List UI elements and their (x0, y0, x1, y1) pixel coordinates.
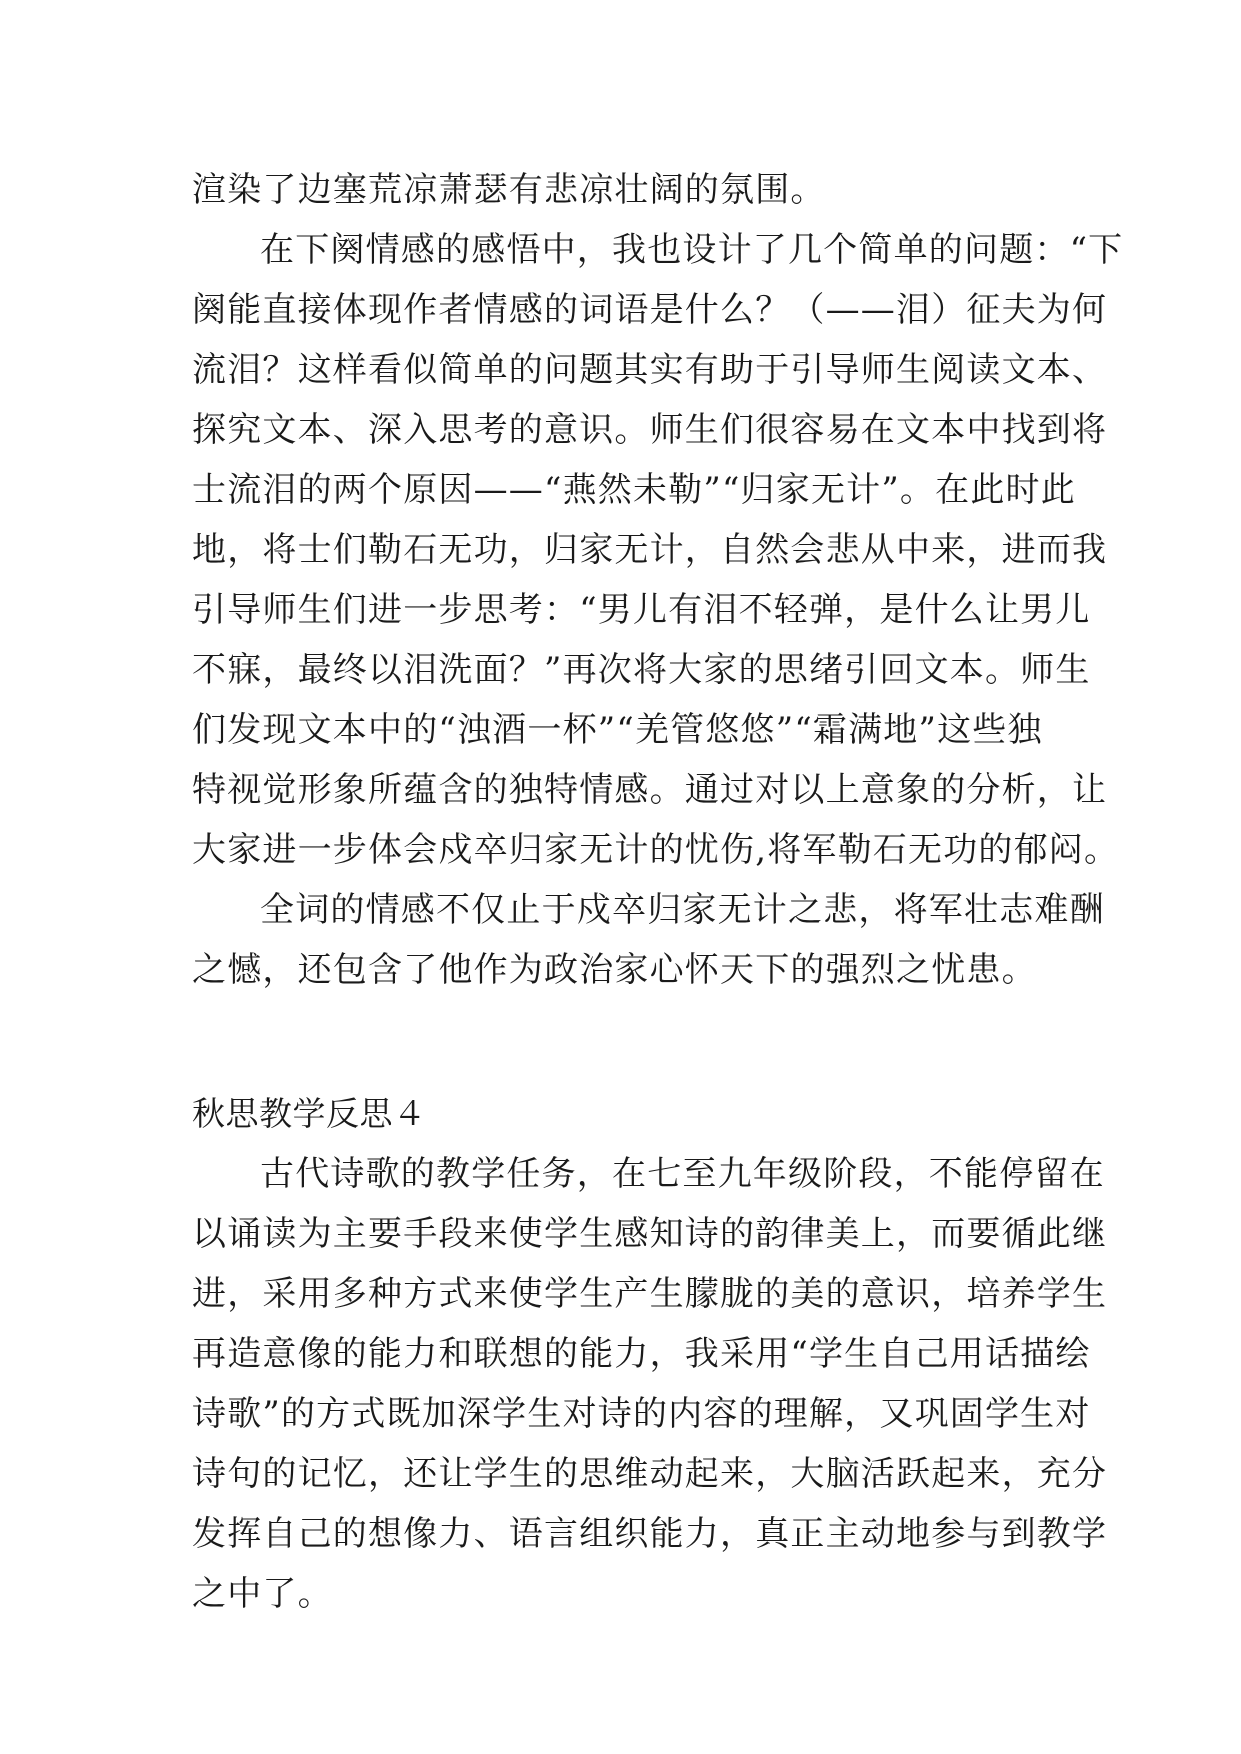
text-line: 之中了。 (192, 1574, 333, 1614)
text-line: 流泪？这样看似简单的问题其实有助于引导师生阅读文本、 (192, 350, 1108, 390)
section-gap (192, 1000, 1044, 1084)
paragraph-start-line: 古代诗歌的教学任务，在七至九年级阶段，不能停留在 (260, 1154, 1105, 1194)
text-line: 诗句的记忆，还让学生的思维动起来，大脑活跃起来，充分 (192, 1454, 1108, 1494)
text-line: 阕能直接体现作者情感的词语是什么？（——泪）征夫为何 (192, 290, 1108, 330)
text-line: 再造意像的能力和联想的能力，我采用“学生自己用话描绘 (192, 1334, 1091, 1374)
text-line: 大家进一步体会戍卒归家无计的忧伤,将军勒石无功的郁闷。 (192, 830, 1120, 870)
text-line: 特视觉形象所蕴含的独特情感。通过对以上意象的分析，让 (192, 770, 1108, 810)
text-line: 引导师生们进一步思考：“男儿有泪不轻弹，是什么让男儿 (192, 590, 1091, 630)
text-line: 渲染了边塞荒凉萧瑟有悲凉壮阔的氛围。 (192, 170, 826, 210)
document-page (192, 160, 1124, 1624)
paragraph-start-line: 在下阕情感的感悟中，我也设计了几个简单的问题：“下 (260, 230, 1124, 270)
text-line: 地，将士们勒石无功，归家无计，自然会悲从中来，进而我 (192, 530, 1108, 570)
section-title: 秋思教学反思４ (192, 1094, 427, 1133)
text-line: 们发现文本中的“浊酒一杯”“羌管悠悠”“霜满地”这些独 (192, 710, 1043, 750)
text-line: 发挥自己的想像力、语言组织能力，真正主动地参与到教学 (192, 1514, 1108, 1554)
text-line: 士流泪的两个原因——“燕然未勒”“归家无计”。在此时此 (192, 470, 1076, 510)
section-2 (192, 1084, 1108, 1624)
section-1-body (192, 160, 1124, 1000)
text-line: 探究文本、深入思考的意识。师生们很容易在文本中找到将 (192, 410, 1108, 450)
text-line: 诗歌”的方式既加深学生对诗的内容的理解，又巩固学生对 (192, 1394, 1091, 1434)
text-line: 进，采用多种方式来使学生产生朦胧的美的意识，培养学生 (192, 1274, 1108, 1314)
text-line: 不寐，最终以泪洗面？”再次将大家的思绪引回文本。师生 (192, 650, 1091, 690)
text-line: 之憾，还包含了他作为政治家心怀天下的强烈之忧患。 (192, 950, 1037, 990)
text-line: 以诵读为主要手段来使学生感知诗的韵律美上，而要循此继 (192, 1214, 1108, 1254)
paragraph-start-line: 全词的情感不仅止于戍卒归家无计之悲，将军壮志难酬 (260, 890, 1105, 930)
